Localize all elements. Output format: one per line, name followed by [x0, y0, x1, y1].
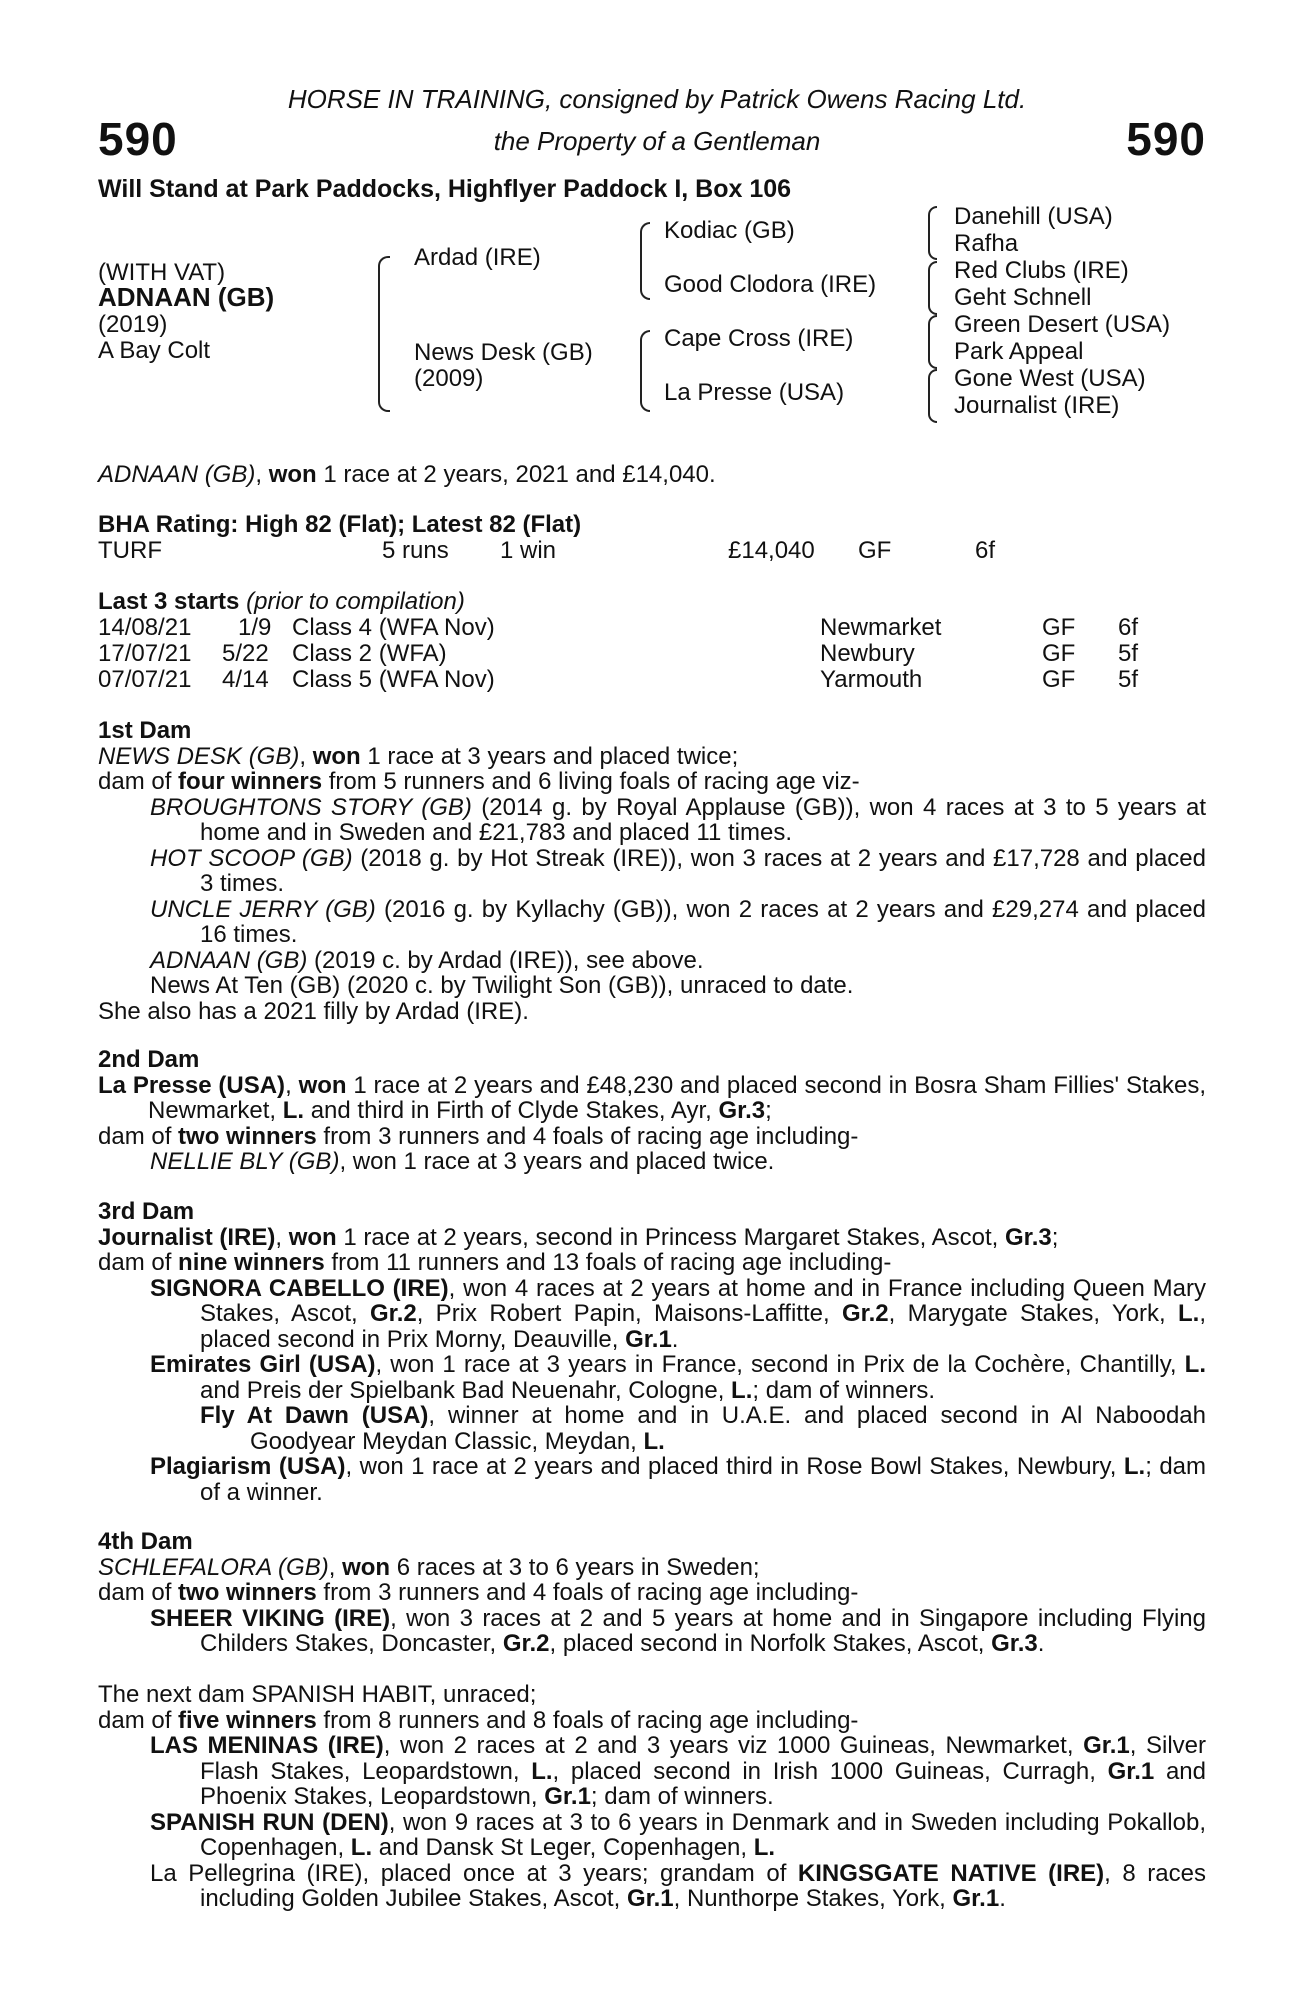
- paragraph: [98, 1250, 1206, 1276]
- text-run: won: [288, 1223, 337, 1251]
- text-run: 6 races at 3 to 6 years in Sweden;: [390, 1553, 760, 1581]
- text-run: ; dam of winners.: [752, 1376, 936, 1404]
- text-run: and third in Firth of Clyde Stakes, Ayr,: [304, 1097, 719, 1124]
- text-run: , placed second in Norfolk Stakes, Ascot,: [549, 1630, 992, 1657]
- text-run: Gr.1: [625, 1325, 672, 1353]
- consignment-line: HORSE IN TRAINING, consigned by Patrick Owens Racing Ltd.: [287, 84, 1027, 114]
- start-course: Newbury: [820, 640, 915, 667]
- location-line: Will Stand at Park Paddocks, Highflyer Paddock I, Box 106: [98, 175, 792, 203]
- start-pos: 5/22: [222, 640, 269, 667]
- text-run: two winners: [178, 1579, 317, 1606]
- text-run: dam of: [98, 1579, 179, 1606]
- section-title: 1st Dam: [98, 717, 192, 744]
- text-run: L.: [1178, 1300, 1200, 1327]
- text-run: , Marygate Stakes, York,: [888, 1300, 1178, 1327]
- text-run: dam of: [98, 1706, 179, 1734]
- pedigree-brace-dam: [640, 330, 650, 412]
- section-title: 2nd Dam: [98, 1046, 200, 1073]
- start-pos: 4/14: [222, 666, 269, 693]
- paragraph: [98, 1810, 1206, 1861]
- text-run: (2014 g. by Royal Applause (GB)), won 4 races at 3 to 5 years at home and in Sweden and £21,783 and placed 11 times.: [200, 793, 1206, 846]
- text-run: Plagiarism (USA): [150, 1453, 346, 1480]
- text-run: L.: [731, 1376, 753, 1404]
- text-run: ; dam of a winner.: [200, 1453, 1207, 1506]
- start-date: 17/07/21: [98, 640, 192, 667]
- text-run: Journalist (IRE): [98, 1223, 276, 1251]
- third-dam-section: [98, 1199, 1206, 1505]
- text-run: Gr.2: [841, 1300, 889, 1327]
- section-title: 3rd Dam: [98, 1198, 195, 1225]
- horse-name: ADNAAN (GB): [98, 282, 275, 312]
- dam: News Desk (GB): [414, 339, 593, 366]
- paragraph: [98, 1861, 1206, 1912]
- paragraph: [98, 948, 1206, 974]
- text-run: , won 1 race at 2 years and placed third in Rose Bowl Stakes, Newbury,: [345, 1453, 1124, 1480]
- text-run: (2019 c. by Ardad (IRE)), see above.: [307, 946, 704, 974]
- dam-year: (2009): [414, 365, 484, 392]
- vat-label: (WITH VAT): [98, 259, 226, 286]
- rating-distance: 6f: [975, 537, 996, 564]
- text-run: nine winners: [178, 1249, 325, 1276]
- text-run: Gr.1: [1083, 1732, 1130, 1759]
- text-run: SCHLEFALORA (GB): [98, 1553, 329, 1581]
- start-pos: 1/9: [238, 614, 272, 641]
- text-run: , placed second in Prix Morny, Deauville,: [200, 1300, 1206, 1353]
- text-run: won: [268, 461, 317, 488]
- lot-number-left: 590: [98, 113, 178, 165]
- text-run: HOT SCOOP (GB): [150, 844, 353, 872]
- paragraph: La Presse (USA), won 1 race at 2 years and £48,230 and placed second in Bosra Sham Fillies' Stakes, Newmarket, L. and third in Firth of Clyde Stakes, Ayr, Gr.3;: [98, 1071, 1206, 1124]
- paragraph: Journalist (IRE), won 1 race at 2 years, second in Princess Margaret Stakes, Ascot, Gr.3;: [98, 1223, 1059, 1251]
- start-class: Class 2 (WFA): [292, 640, 447, 667]
- text-run: from 3 runners and 4 foals of racing age including-: [316, 1579, 859, 1606]
- dam-sire: Cape Cross (IRE): [664, 325, 854, 352]
- start-date: 14/08/21: [98, 614, 192, 641]
- text-run: L.: [531, 1757, 553, 1785]
- next-dam-section: [98, 1682, 1206, 1912]
- gen3-2: Rafha: [954, 230, 1019, 257]
- text-run: 1 race at 2 years, second in Princess Margaret Stakes, Ascot,: [336, 1223, 1006, 1251]
- text-run: from 11 runners and 13 foals of racing age including-: [324, 1249, 892, 1276]
- paragraph: [98, 1276, 1206, 1353]
- text-run: , won 1 race at 3 years and placed twice.: [339, 1148, 775, 1175]
- gen3-4: Geht Schnell: [954, 284, 1092, 311]
- start-class: Class 4 (WFA Nov): [292, 614, 495, 641]
- text-run: , 8 races including Golden Jubilee Stakes, Ascot,: [200, 1859, 1206, 1912]
- paragraph: SCHLEFALORA (GB), won 6 races at 3 to 6 years in Sweden;: [98, 1553, 760, 1581]
- text-run: 1 race at 3 years and placed twice;: [360, 742, 739, 770]
- text-run: Gr.1: [1107, 1757, 1155, 1785]
- text-run: and Dansk St Leger, Copenhagen,: [372, 1834, 754, 1861]
- paragraph: [98, 1124, 1206, 1150]
- paragraph: News At Ten (GB) (2020 c. by Twilight Son (GB)), unraced to date.: [150, 972, 854, 999]
- text-run: NEWS DESK (GB): [98, 742, 300, 770]
- gen3-3: Red Clubs (IRE): [954, 257, 1129, 284]
- start-class: Class 5 (WFA Nov): [292, 666, 495, 693]
- text-run: BROUGHTONS STORY (GB): [150, 793, 472, 821]
- start-going: GF: [1042, 666, 1076, 693]
- paragraph: She also has a 2021 filly by Ardad (IRE).: [98, 997, 529, 1025]
- text-run: Gr.3: [1005, 1223, 1052, 1251]
- text-run: Gr.1: [952, 1885, 1000, 1912]
- text-run: L.: [643, 1427, 665, 1455]
- text-run: Last 3 starts: [98, 588, 240, 615]
- text-run: ;: [1051, 1223, 1059, 1251]
- text-run: L.: [282, 1097, 305, 1124]
- text-run: dam of: [98, 1122, 179, 1150]
- text-run: , Prix Robert Papin, Maisons-Laffitte,: [416, 1300, 842, 1327]
- text-run: from 8 runners and 8 foals of racing age including-: [316, 1706, 859, 1734]
- gen3-8: Journalist (IRE): [954, 392, 1120, 419]
- text-run: from 3 runners and 4 foals of racing age including-: [316, 1122, 859, 1150]
- sire: Ardad (IRE): [414, 244, 541, 271]
- text-run: LAS MENINAS (IRE): [150, 1732, 384, 1759]
- text-run: SIGNORA CABELLO (IRE): [150, 1274, 449, 1302]
- text-run: L.: [1123, 1453, 1146, 1480]
- gen3-6: Park Appeal: [954, 338, 1084, 365]
- horse-year: (2019): [98, 311, 168, 338]
- text-run: ; dam of winners.: [590, 1783, 774, 1810]
- paragraph: NEWS DESK (GB), won 1 race at 3 years and placed twice;: [98, 742, 739, 770]
- paragraph: [98, 1403, 1206, 1454]
- pedigree-brace-sire: [640, 222, 650, 300]
- first-dam-section: [98, 718, 1206, 1024]
- start-course: Yarmouth: [820, 666, 923, 693]
- text-run: .: [671, 1325, 679, 1353]
- paragraph: [98, 795, 1206, 846]
- last-starts-title: [98, 589, 465, 614]
- text-run: , won 4 races at 2 years at home and in France including Queen Mary Stakes, Ascot,: [200, 1274, 1206, 1327]
- text-run: Gr.3: [991, 1630, 1038, 1657]
- paragraph: [98, 1708, 1206, 1734]
- horse-description: A Bay Colt: [98, 337, 211, 364]
- start-distance: 6f: [1118, 614, 1139, 641]
- property-line: the Property of a Gentleman: [493, 126, 821, 156]
- paragraph: [98, 897, 1206, 948]
- text-run: .: [1037, 1630, 1045, 1657]
- brace-3d: [928, 369, 937, 423]
- text-run: ;: [765, 1097, 772, 1124]
- text-run: two winners: [178, 1122, 317, 1150]
- text-run: , placed second in Irish 1000 Guineas, Curragh,: [552, 1757, 1108, 1785]
- rating-going: GF: [858, 537, 892, 564]
- rating-surface: TURF: [98, 537, 162, 564]
- text-run: (2018 g. by Hot Streak (IRE)), won 3 races at 2 years and £17,728 and placed 3 times.: [200, 844, 1206, 897]
- text-run: (2016 g. by Kyllachy (GB)), won 2 races at 2 years and £29,274 and placed 16 times.: [200, 895, 1206, 948]
- rating-runs: 5 runs: [382, 537, 449, 564]
- brace-3b: [928, 261, 937, 315]
- gen3-7: Gone West (USA): [954, 365, 1146, 392]
- text-run: won: [342, 1553, 391, 1581]
- text-run: , Silver Flash Stakes, Leopardstown,: [200, 1732, 1207, 1785]
- text-run: NELLIE BLY (GB): [150, 1148, 340, 1175]
- text-run: five winners: [178, 1706, 317, 1734]
- text-run: and Phoenix Stakes, Leopardstown,: [200, 1757, 1207, 1810]
- text-run: 1 race at 2 years, 2021 and £14,040.: [316, 461, 716, 488]
- start-going: GF: [1042, 640, 1076, 667]
- text-run: dam of: [98, 1249, 179, 1276]
- rating-earnings: £14,040: [728, 537, 815, 564]
- text-run: , won 2 races at 2 and 3 years viz 1000 Guineas, Newmarket,: [383, 1732, 1084, 1759]
- text-run: , Nunthorpe Stakes, York,: [673, 1885, 953, 1912]
- text-run: La Pellegrina (IRE), placed once at 3 years; grandam of: [150, 1859, 798, 1887]
- paragraph: [98, 1352, 1206, 1403]
- paragraph: [98, 1454, 1206, 1505]
- start-going: GF: [1042, 614, 1076, 641]
- start-course: Newmarket: [820, 614, 942, 641]
- paragraph: [98, 1580, 1206, 1606]
- race-summary: ADNAAN (GB), won 1 race at 2 years, 2021 and £14,040.: [98, 461, 716, 488]
- text-run: KINGSGATE NATIVE (IRE): [797, 1859, 1105, 1887]
- text-run: Gr.2: [370, 1300, 417, 1327]
- start-distance: 5f: [1118, 640, 1139, 667]
- text-run: .: [999, 1885, 1006, 1912]
- start-distance: 5f: [1118, 666, 1139, 693]
- rating-wins: 1 win: [500, 537, 557, 564]
- paragraph: [98, 1733, 1206, 1810]
- text-run: from 5 runners and 6 living foals of racing age viz-: [322, 768, 860, 795]
- text-run: and Preis der Spielbank Bad Neuenahr, Cologne,: [200, 1376, 732, 1404]
- brace-3c: [928, 315, 937, 369]
- text-run: Fly At Dawn (USA): [200, 1402, 429, 1429]
- pedigree-brace-main: [378, 256, 390, 412]
- text-run: La Presse (USA): [98, 1071, 286, 1099]
- text-run: , won 9 races at 3 to 6 years in Denmark and in Sweden including Pokallob, Copenhagen,: [200, 1808, 1206, 1861]
- text-run: Gr.1: [544, 1783, 591, 1810]
- text-run: L.: [350, 1834, 373, 1861]
- text-run: UNCLE JERRY (GB): [150, 895, 376, 923]
- text-run: L.: [753, 1834, 776, 1861]
- text-run: Gr.1: [626, 1885, 674, 1912]
- text-run: four winners: [178, 768, 323, 795]
- paragraph: [98, 769, 1206, 795]
- brace-3a: [928, 206, 937, 260]
- text-run: , winner at home and in U.A.E. and placed second in Al Naboodah Goodyear Meydan Classic, Meydan,: [250, 1402, 1207, 1455]
- section-title: 4th Dam: [98, 1528, 193, 1555]
- fourth-dam-section: [98, 1529, 1206, 1657]
- paragraph: [98, 846, 1206, 897]
- bha-rating: BHA Rating: High 82 (Flat); Latest 82 (Flat): [98, 511, 582, 538]
- sire-dam: Good Clodora (IRE): [664, 271, 877, 298]
- text-run: Emirates Girl (USA): [150, 1351, 376, 1378]
- dam-dam: La Presse (USA): [664, 379, 845, 406]
- text-run: SPANISH RUN (DEN): [150, 1808, 389, 1836]
- sire-sire: Kodiac (GB): [664, 217, 795, 244]
- text-run: , won 1 race at 3 years in France, second in Prix de la Cochère, Chantilly,: [375, 1351, 1185, 1378]
- text-run: Gr.3: [718, 1097, 766, 1124]
- text-run: dam of: [98, 768, 179, 795]
- text-run: ADNAAN (GB): [150, 946, 308, 974]
- paragraph: The next dam SPANISH HABIT, unraced;: [98, 1681, 537, 1708]
- text-run: (prior to compilation): [239, 588, 465, 615]
- second-dam-section: [98, 1047, 1206, 1175]
- gen3-5: Green Desert (USA): [954, 311, 1171, 338]
- text-run: 1 race at 2 years and £48,230 and placed second in Bosra Sham Fillies' Stakes, Newmarket,: [148, 1071, 1206, 1124]
- text-run: L.: [1184, 1351, 1206, 1378]
- start-date: 07/07/21: [98, 666, 192, 693]
- text-run: SHEER VIKING (IRE): [150, 1604, 391, 1632]
- text-run: won: [298, 1071, 347, 1099]
- lot-number-right: 590: [1126, 113, 1206, 165]
- paragraph: [98, 1606, 1206, 1657]
- paragraph: [98, 1149, 1206, 1175]
- gen3-1: Danehill (USA): [954, 203, 1113, 230]
- text-run: , won 3 races at 2 and 5 years at home and in Singapore including Flying Childers Stakes, Doncaster,: [200, 1604, 1206, 1657]
- text-run: Gr.2: [502, 1630, 550, 1657]
- text-run: won: [312, 742, 361, 770]
- text-run: ADNAAN (GB): [98, 461, 256, 488]
